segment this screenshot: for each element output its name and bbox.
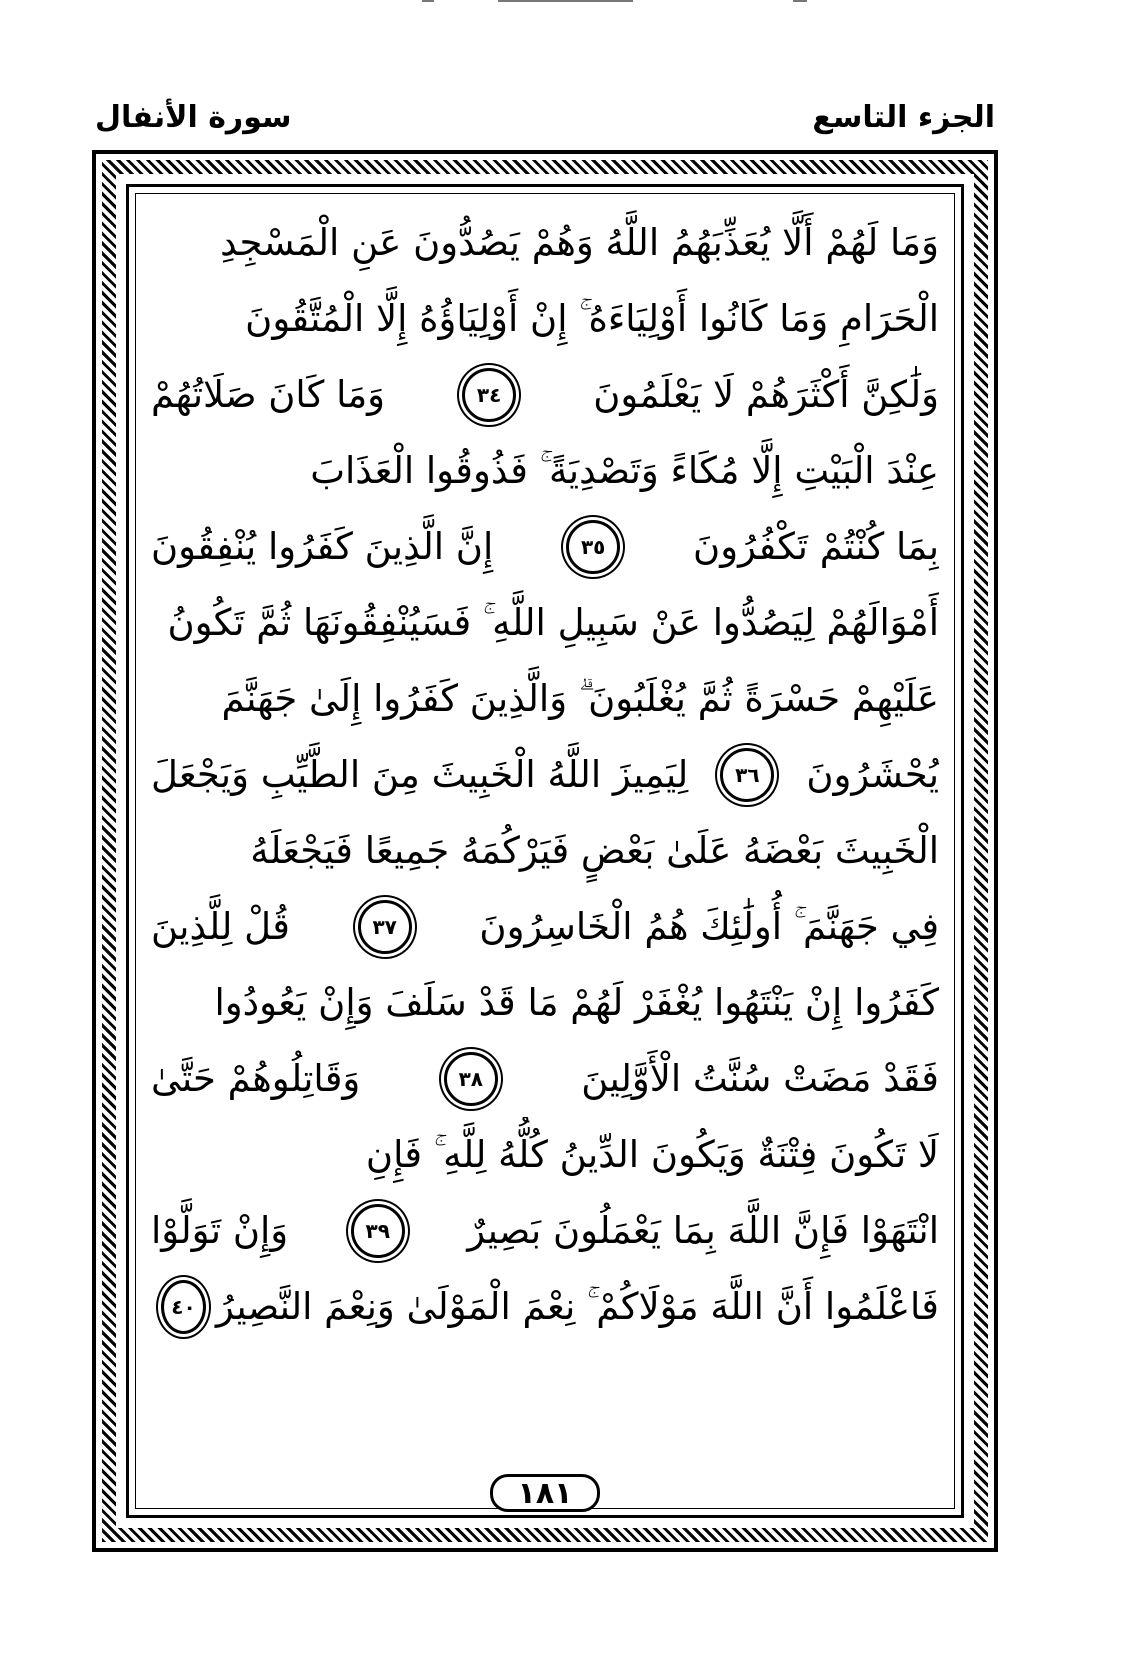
verse-text: بِمَا كُنْتُمْ تَكْفُرُونَ xyxy=(693,525,939,568)
verse-text: لِيَمِيزَ اللَّهُ الْخَبِيثَ مِنَ الطَّيِّبِ وَيَجْعَلَ xyxy=(151,753,689,796)
verse-text: فِي جَهَنَّمَ ۚ أُولَٰئِكَ هُمُ الْخَاسِرُونَ xyxy=(479,905,939,948)
ayah-number-marker: ٣٧ xyxy=(358,900,412,954)
juz-title: الجزء التاسع xyxy=(812,100,995,135)
text-line xyxy=(151,1193,939,1269)
verse-text: أَمْوَالَهُمْ لِيَصُدُّوا عَنْ سَبِيلِ اللَّهِ ۚ فَسَيُنْفِقُونَهَا ثُمَّ تَكُونُ xyxy=(167,601,939,644)
text-line xyxy=(151,1041,939,1117)
top-crop-mark-left xyxy=(422,0,434,2)
verse-text: انْتَهَوْا فَإِنَّ اللَّهَ بِمَا يَعْمَلُونَ بَصِيرٌ xyxy=(467,1209,939,1252)
text-line xyxy=(151,813,939,889)
top-crop-mark-right xyxy=(793,0,807,2)
page-number: ١٨١ xyxy=(490,1474,600,1512)
text-line xyxy=(151,1269,939,1345)
ayah-number-marker: ٤٠ xyxy=(161,1280,206,1334)
verse-text: وَإِنْ تَوَلَّوْا xyxy=(151,1209,289,1252)
verse-text: وَمَا كَانَ صَلَاتُهُمْ xyxy=(151,373,386,416)
text-line xyxy=(151,889,939,965)
text-line xyxy=(151,585,939,661)
text-line xyxy=(151,965,939,1041)
verse-text: إِنَّ الَّذِينَ كَفَرُوا يُنْفِقُونَ xyxy=(151,525,494,568)
text-line xyxy=(151,433,939,509)
verse-text: فَقَدْ مَضَتْ سُنَّتُ الْأَوَّلِينَ xyxy=(581,1057,939,1100)
verse-text: وَقَاتِلُوهُمْ حَتَّىٰ xyxy=(151,1057,361,1100)
text-line xyxy=(151,509,939,585)
surah-title: سورة الأنفال xyxy=(95,100,292,135)
verse-text: وَمَا لَهُمْ أَلَّا يُعَذِّبَهُمُ اللَّهُ وَهُمْ يَصُدُّونَ عَنِ الْمَسْجِدِ xyxy=(220,221,939,264)
verse-text: الْخَبِيثَ بَعْضَهُ عَلَىٰ بَعْضٍ فَيَرْكُمَهُ جَمِيعًا فَيَجْعَلَهُ xyxy=(250,829,939,872)
ayah-number-marker: ٣٨ xyxy=(444,1052,498,1106)
text-line xyxy=(151,661,939,737)
verse-text: عِنْدَ الْبَيْتِ إِلَّا مُكَاءً وَتَصْدِيَةً ۚ فَذُوقُوا الْعَذَابَ xyxy=(310,449,939,492)
verse-text: كَفَرُوا إِنْ يَنْتَهُوا يُغْفَرْ لَهُمْ مَا قَدْ سَلَفَ وَإِنْ يَعُودُوا xyxy=(214,981,939,1024)
text-panel xyxy=(126,184,964,1518)
verse-text: يُحْشَرُونَ xyxy=(806,753,939,796)
ayah-number-marker: ٣٦ xyxy=(720,748,774,802)
verse-text: قُلْ لِلَّذِينَ xyxy=(151,905,290,948)
text-line xyxy=(151,281,939,357)
ayah-number-marker: ٣٤ xyxy=(462,368,516,422)
verse-text: وَلَٰكِنَّ أَكْثَرَهُمْ لَا يَعْلَمُونَ xyxy=(593,373,939,416)
verse-text: لَا تَكُونَ فِتْنَةٌ وَيَكُونَ الدِّينُ كُلُّهُ لِلَّهِ ۚ فَإِنِ xyxy=(365,1133,939,1176)
text-line xyxy=(151,205,939,281)
verse-text: فَاعْلَمُوا أَنَّ اللَّهَ مَوْلَاكُمْ ۚ نِعْمَ الْمَوْلَىٰ وَنِعْمَ النَّصِيرُ xyxy=(216,1285,939,1328)
text-line xyxy=(151,357,939,433)
ayah-number-marker: ٣٩ xyxy=(351,1204,405,1258)
ayah-number-marker: ٣٥ xyxy=(566,520,620,574)
top-crop-mark-center xyxy=(498,0,633,2)
verse-text: الْحَرَامِ وَمَا كَانُوا أَوْلِيَاءَهُ ۚ إِنْ أَوْلِيَاؤُهُ إِلَّا الْمُتَّقُونَ xyxy=(245,297,939,340)
quran-text xyxy=(151,205,939,1455)
verse-text: عَلَيْهِمْ حَسْرَةً ثُمَّ يُغْلَبُونَ ۗ وَالَّذِينَ كَفَرُوا إِلَىٰ جَهَنَّمَ xyxy=(221,677,939,720)
text-line xyxy=(151,737,939,813)
text-line xyxy=(151,1117,939,1193)
page-frame xyxy=(92,150,998,1552)
page-number-badge xyxy=(490,1474,600,1512)
page-header xyxy=(95,100,995,150)
